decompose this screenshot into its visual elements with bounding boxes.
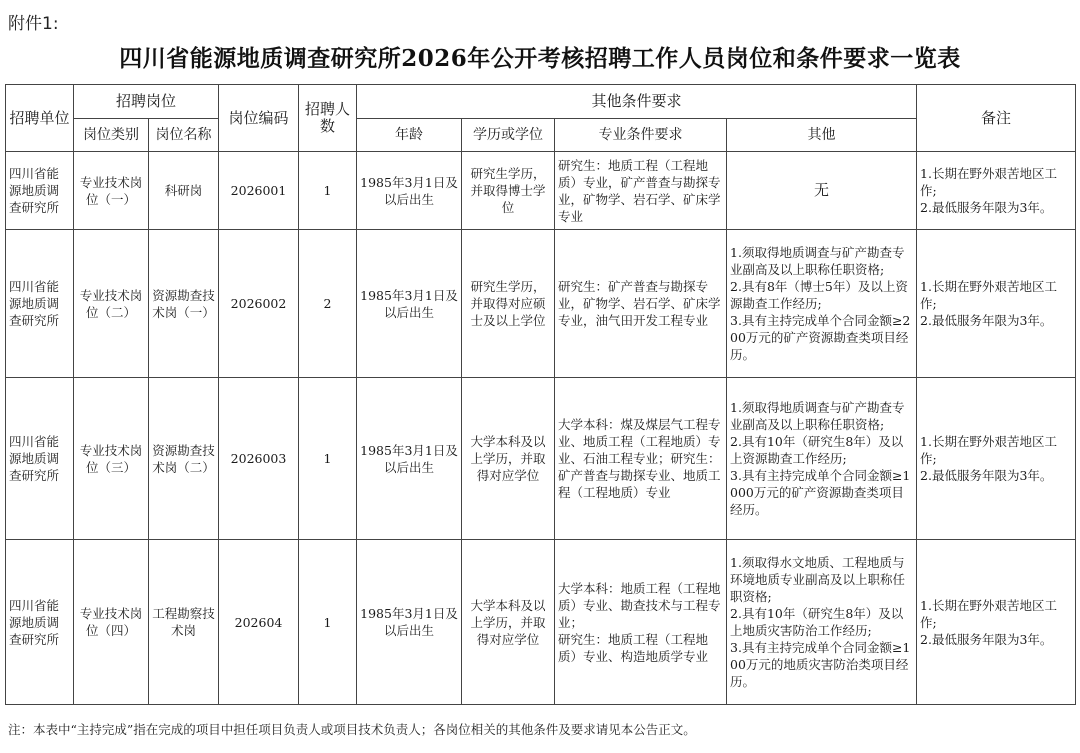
table-row	[6, 230, 1076, 378]
cell-name: 工程勘察技术岗	[149, 540, 219, 705]
cell-count: 2	[299, 230, 357, 378]
cell-type: 专业技术岗位（二）	[74, 230, 149, 378]
cell-code: 2026001	[219, 152, 299, 230]
cell-education: 大学本科及以上学历，并取得对应学位	[462, 540, 555, 705]
cell-education: 研究生学历，并取得博士学位	[462, 152, 555, 230]
cell-type: 专业技术岗位（四）	[74, 540, 149, 705]
header-row-1	[6, 85, 1076, 119]
header-other: 其他	[727, 119, 917, 152]
header-position-name: 岗位名称	[149, 119, 219, 152]
cell-unit: 四川省能源地质调查研究所	[6, 230, 74, 378]
header-remarks: 备注	[917, 85, 1076, 152]
header-age: 年龄	[357, 119, 462, 152]
cell-name: 资源勘查技术岗（二）	[149, 378, 219, 540]
table-row	[6, 378, 1076, 540]
cell-age: 1985年3月1日及以后出生	[357, 378, 462, 540]
cell-age: 1985年3月1日及以后出生	[357, 540, 462, 705]
cell-type: 专业技术岗位（三）	[74, 378, 149, 540]
cell-unit: 四川省能源地质调查研究所	[6, 152, 74, 230]
header-unit: 招聘单位	[6, 85, 74, 152]
cell-name: 资源勘查技术岗（一）	[149, 230, 219, 378]
header-position-code: 岗位编码	[219, 85, 299, 152]
header-education: 学历或学位	[462, 119, 555, 152]
cell-other: 1.须取得地质调查与矿产勘查专业副高及以上职称任职资格; 2.具有10年（研究生8年）及以上资源勘查工作经历; 3.具有主持完成单个合同金额≥1000万元的矿产资源勘查类项目经历。	[727, 378, 917, 540]
cell-age: 1985年3月1日及以后出生	[357, 152, 462, 230]
cell-education: 研究生学历，并取得对应硕士及以上学位	[462, 230, 555, 378]
cell-count: 1	[299, 152, 357, 230]
cell-major: 研究生：矿产普查与勘探专业，矿物学、岩石学、矿床学专业，油气田开发工程专业	[555, 230, 727, 378]
cell-major: 大学本科：煤及煤层气工程专业、地质工程（工程地质）专业、石油工程专业；研究生：矿产普查与勘探专业、地质工程（工程地质）专业	[555, 378, 727, 540]
cell-major: 研究生：地质工程（工程地质）专业，矿产普查与勘探专业，矿物学、岩石学、矿床学专业	[555, 152, 727, 230]
header-other-group: 其他条件要求	[357, 85, 917, 119]
table-row	[6, 540, 1076, 705]
cell-count: 1	[299, 540, 357, 705]
cell-major: 大学本科：地质工程（工程地质）专业、勘查技术与工程专业； 研究生：地质工程（工程地质）专业、构造地质学专业	[555, 540, 727, 705]
cell-remarks: 1.长期在野外艰苦地区工作; 2.最低服务年限为3年。	[917, 540, 1076, 705]
cell-education: 大学本科及以上学历，并取得对应学位	[462, 378, 555, 540]
page-title: 四川省能源地质调查研究所2026年公开考核招聘工作人员岗位和条件要求一览表	[119, 45, 961, 72]
cell-code: 2026003	[219, 378, 299, 540]
attachment-label: 附件1:	[8, 14, 59, 34]
cell-name: 科研岗	[149, 152, 219, 230]
cell-code: 202604	[219, 540, 299, 705]
cell-type: 专业技术岗位（一）	[74, 152, 149, 230]
recruitment-table	[5, 84, 1076, 705]
cell-unit: 四川省能源地质调查研究所	[6, 378, 74, 540]
header-position-group: 招聘岗位	[74, 85, 219, 119]
table-row	[6, 152, 1076, 230]
cell-remarks: 1.长期在野外艰苦地区工作; 2.最低服务年限为3年。	[917, 378, 1076, 540]
header-major: 专业条件要求	[555, 119, 727, 152]
header-position-type: 岗位类别	[74, 119, 149, 152]
header-row-2	[6, 119, 1076, 152]
header-headcount: 招聘人数	[299, 85, 357, 152]
cell-age: 1985年3月1日及以后出生	[357, 230, 462, 378]
cell-other: 1.须取得水文地质、工程地质与环境地质专业副高及以上职称任职资格; 2.具有10年（研究生8年）及以上地质灾害防治工作经历; 3.具有主持完成单个合同金额≥100万元的地质灾害防治类项目经历。	[727, 540, 917, 705]
cell-remarks: 1.长期在野外艰苦地区工作; 2.最低服务年限为3年。	[917, 152, 1076, 230]
cell-count: 1	[299, 378, 357, 540]
cell-other: 无	[727, 152, 917, 230]
cell-other: 1.须取得地质调查与矿产勘查专业副高及以上职称任职资格; 2.具有8年（博士5年）及以上资源勘查工作经历; 3.具有主持完成单个合同金额≥200万元的矿产资源勘查类项目经历。	[727, 230, 917, 378]
cell-code: 2026002	[219, 230, 299, 378]
footnote: 注：本表中“主持完成”指在完成的项目中担任项目负责人或项目技术负责人；各岗位相关的其他条件及要求请见本公告正文。	[8, 722, 696, 737]
cell-unit: 四川省能源地质调查研究所	[6, 540, 74, 705]
cell-remarks: 1.长期在野外艰苦地区工作; 2.最低服务年限为3年。	[917, 230, 1076, 378]
